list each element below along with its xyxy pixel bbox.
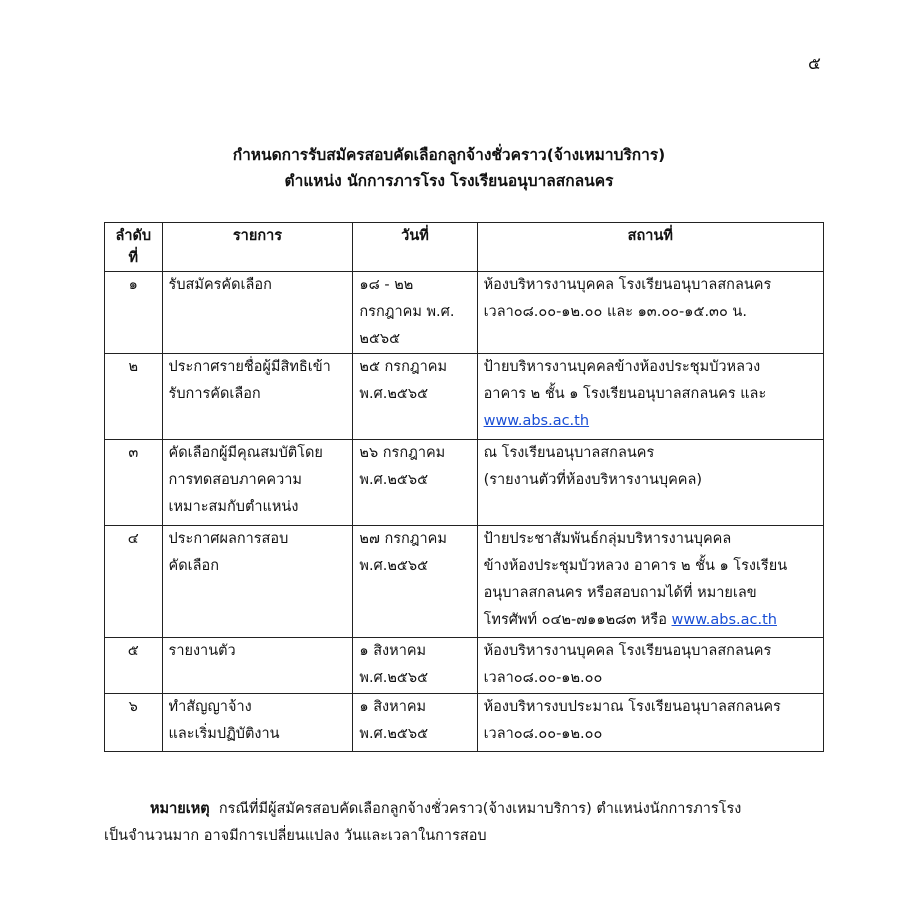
cell-date-line: ๒๕ กรกฎาคม <box>359 359 448 375</box>
cell-item-line: ประกาศรายชื่อผู้มีสิทธิเข้า <box>168 359 331 375</box>
note-line-1 <box>104 796 824 823</box>
cell-place <box>477 354 823 440</box>
cell-date <box>353 638 477 694</box>
cell-place <box>477 272 823 354</box>
cell-date-line: ๑ สิงหาคม <box>359 643 427 659</box>
cell-place-line: ห้องบริหารงานบุคคล โรงเรียนอนุบาลสกลนคร <box>483 643 772 659</box>
table-row <box>105 354 824 440</box>
table-row <box>105 694 824 752</box>
cell-item-line: คัดเลือกผู้มีคุณสมบัติโดย <box>168 445 323 461</box>
cell-item <box>162 354 353 440</box>
cell-item-line: การทดสอบภาคความ <box>168 472 302 488</box>
cell-place-line: ข้างห้องประชุมบัวหลวง อาคาร ๒ ชั้น ๑ โรงเรียน <box>483 558 788 574</box>
header-no <box>105 223 163 272</box>
cell-place-line: เวลา๐๘.๐๐-๑๒.๐๐ และ ๑๓.๐๐-๑๕.๓๐ น. <box>483 304 747 320</box>
cell-item <box>162 694 353 752</box>
cell-date <box>353 526 477 638</box>
cell-place-line: ณ โรงเรียนอนุบาลสกลนคร <box>483 445 655 461</box>
cell-place <box>477 638 823 694</box>
cell-item <box>162 526 353 638</box>
cell-date-line: พ.ศ.๒๕๖๕ <box>359 726 429 742</box>
cell-date <box>353 440 477 526</box>
cell-date-line: ๑๘ - ๒๒ <box>359 277 414 293</box>
cell-no: ๖ <box>105 694 163 752</box>
cell-date-line: ๒๕๖๕ <box>359 331 401 347</box>
cell-date-line: ๑ สิงหาคม <box>359 699 427 715</box>
cell-item-line: รับสมัครคัดเลือก <box>168 277 272 293</box>
cell-place <box>477 694 823 752</box>
schedule-table <box>104 222 824 752</box>
cell-place-line: เวลา๐๘.๐๐-๑๒.๐๐ <box>483 726 603 742</box>
cell-place <box>477 440 823 526</box>
cell-item <box>162 272 353 354</box>
table-row <box>105 440 824 526</box>
cell-date-line: พ.ศ.๒๕๖๕ <box>359 558 429 574</box>
note <box>104 796 824 850</box>
cell-place-line: ป้ายบริหารงานบุคคลข้างห้องประชุมบัวหลวง <box>483 359 761 375</box>
page-number: ๕ <box>808 54 821 74</box>
table-header-row <box>105 223 824 272</box>
cell-place-line: ห้องบริหารงานบุคคล โรงเรียนอนุบาลสกลนคร <box>483 277 772 293</box>
cell-date-line: ๒๗ กรกฎาคม <box>359 531 447 547</box>
table-row <box>105 638 824 694</box>
note-label: หมายเหตุ <box>150 801 210 817</box>
cell-item-line: คัดเลือก <box>168 558 219 574</box>
cell-no: ๔ <box>105 526 163 638</box>
header-no-text: ลำดับ ที่ <box>115 228 152 266</box>
cell-item-line: และเริ่มปฏิบัติงาน <box>168 726 280 742</box>
note-text-1: กรณีที่มีผู้สมัครสอบคัดเลือกลูกจ้างชั่วคราว(จ้างเหมาบริการ) ตำแหน่งนักการภารโรง <box>218 801 742 817</box>
cell-place-line: (รายงานตัวที่ห้องบริหารงานบุคคล) <box>483 472 703 488</box>
table-body <box>105 272 824 752</box>
cell-item-line: รับการคัดเลือก <box>168 386 261 402</box>
website-link[interactable]: www.abs.ac.th <box>671 612 777 628</box>
cell-place-line: ห้องบริหารงบประมาณ โรงเรียนอนุบาลสกลนคร <box>483 699 781 715</box>
cell-item-line: เหมาะสมกับตำแหน่ง <box>168 499 299 515</box>
cell-place-line: โทรศัพท์ ๐๔๒-๗๑๑๒๘๓ หรือ www.abs.ac.th <box>483 612 777 628</box>
document-title: กำหนดการรับสมัครสอบคัดเลือกลูกจ้างชั่วคราว(จ้างเหมาบริการ) <box>232 146 666 164</box>
cell-no: ๒ <box>105 354 163 440</box>
table-row <box>105 272 824 354</box>
cell-item-line: รายงานตัว <box>168 643 236 659</box>
website-link[interactable]: www.abs.ac.th <box>483 413 590 429</box>
cell-no: ๓ <box>105 440 163 526</box>
cell-date-line: พ.ศ.๒๕๖๕ <box>359 670 429 686</box>
cell-item-line: ประกาศผลการสอบ <box>168 531 289 547</box>
cell-place-line: อนุบาลสกลนคร หรือสอบถามได้ที่ หมายเลข <box>483 585 757 601</box>
cell-date-line: พ.ศ.๒๕๖๕ <box>359 472 429 488</box>
cell-place-line: ป้ายประชาสัมพันธ์กลุ่มบริหารงานบุคคล <box>483 531 732 547</box>
document-subtitle: ตำแหน่ง นักการภารโรง โรงเรียนอนุบาลสกลนคร <box>284 172 614 190</box>
cell-date-line: กรกฎาคม พ.ศ. <box>359 304 455 320</box>
cell-item <box>162 638 353 694</box>
header-date: วันที่ <box>353 223 477 272</box>
header-item: รายการ <box>162 223 353 272</box>
cell-no: ๕ <box>105 638 163 694</box>
cell-no: ๑ <box>105 272 163 354</box>
cell-place-line: เวลา๐๘.๐๐-๑๒.๐๐ <box>483 670 603 686</box>
cell-date <box>353 272 477 354</box>
cell-date-line: พ.ศ.๒๕๖๕ <box>359 386 429 402</box>
table-row <box>105 526 824 638</box>
cell-item <box>162 440 353 526</box>
cell-date-line: ๒๖ กรกฎาคม <box>359 445 446 461</box>
cell-place <box>477 526 823 638</box>
header-place: สถานที่ <box>477 223 823 272</box>
cell-date <box>353 694 477 752</box>
cell-place-line: อาคาร ๒ ชั้น ๑ โรงเรียนอนุบาลสกลนคร และ <box>483 386 767 402</box>
cell-date <box>353 354 477 440</box>
cell-item-line: ทำสัญญาจ้าง <box>168 699 252 715</box>
note-line-2: เป็นจำนวนมาก อาจมีการเปลี่ยนแปลง วันและเวลาในการสอบ <box>104 828 487 844</box>
